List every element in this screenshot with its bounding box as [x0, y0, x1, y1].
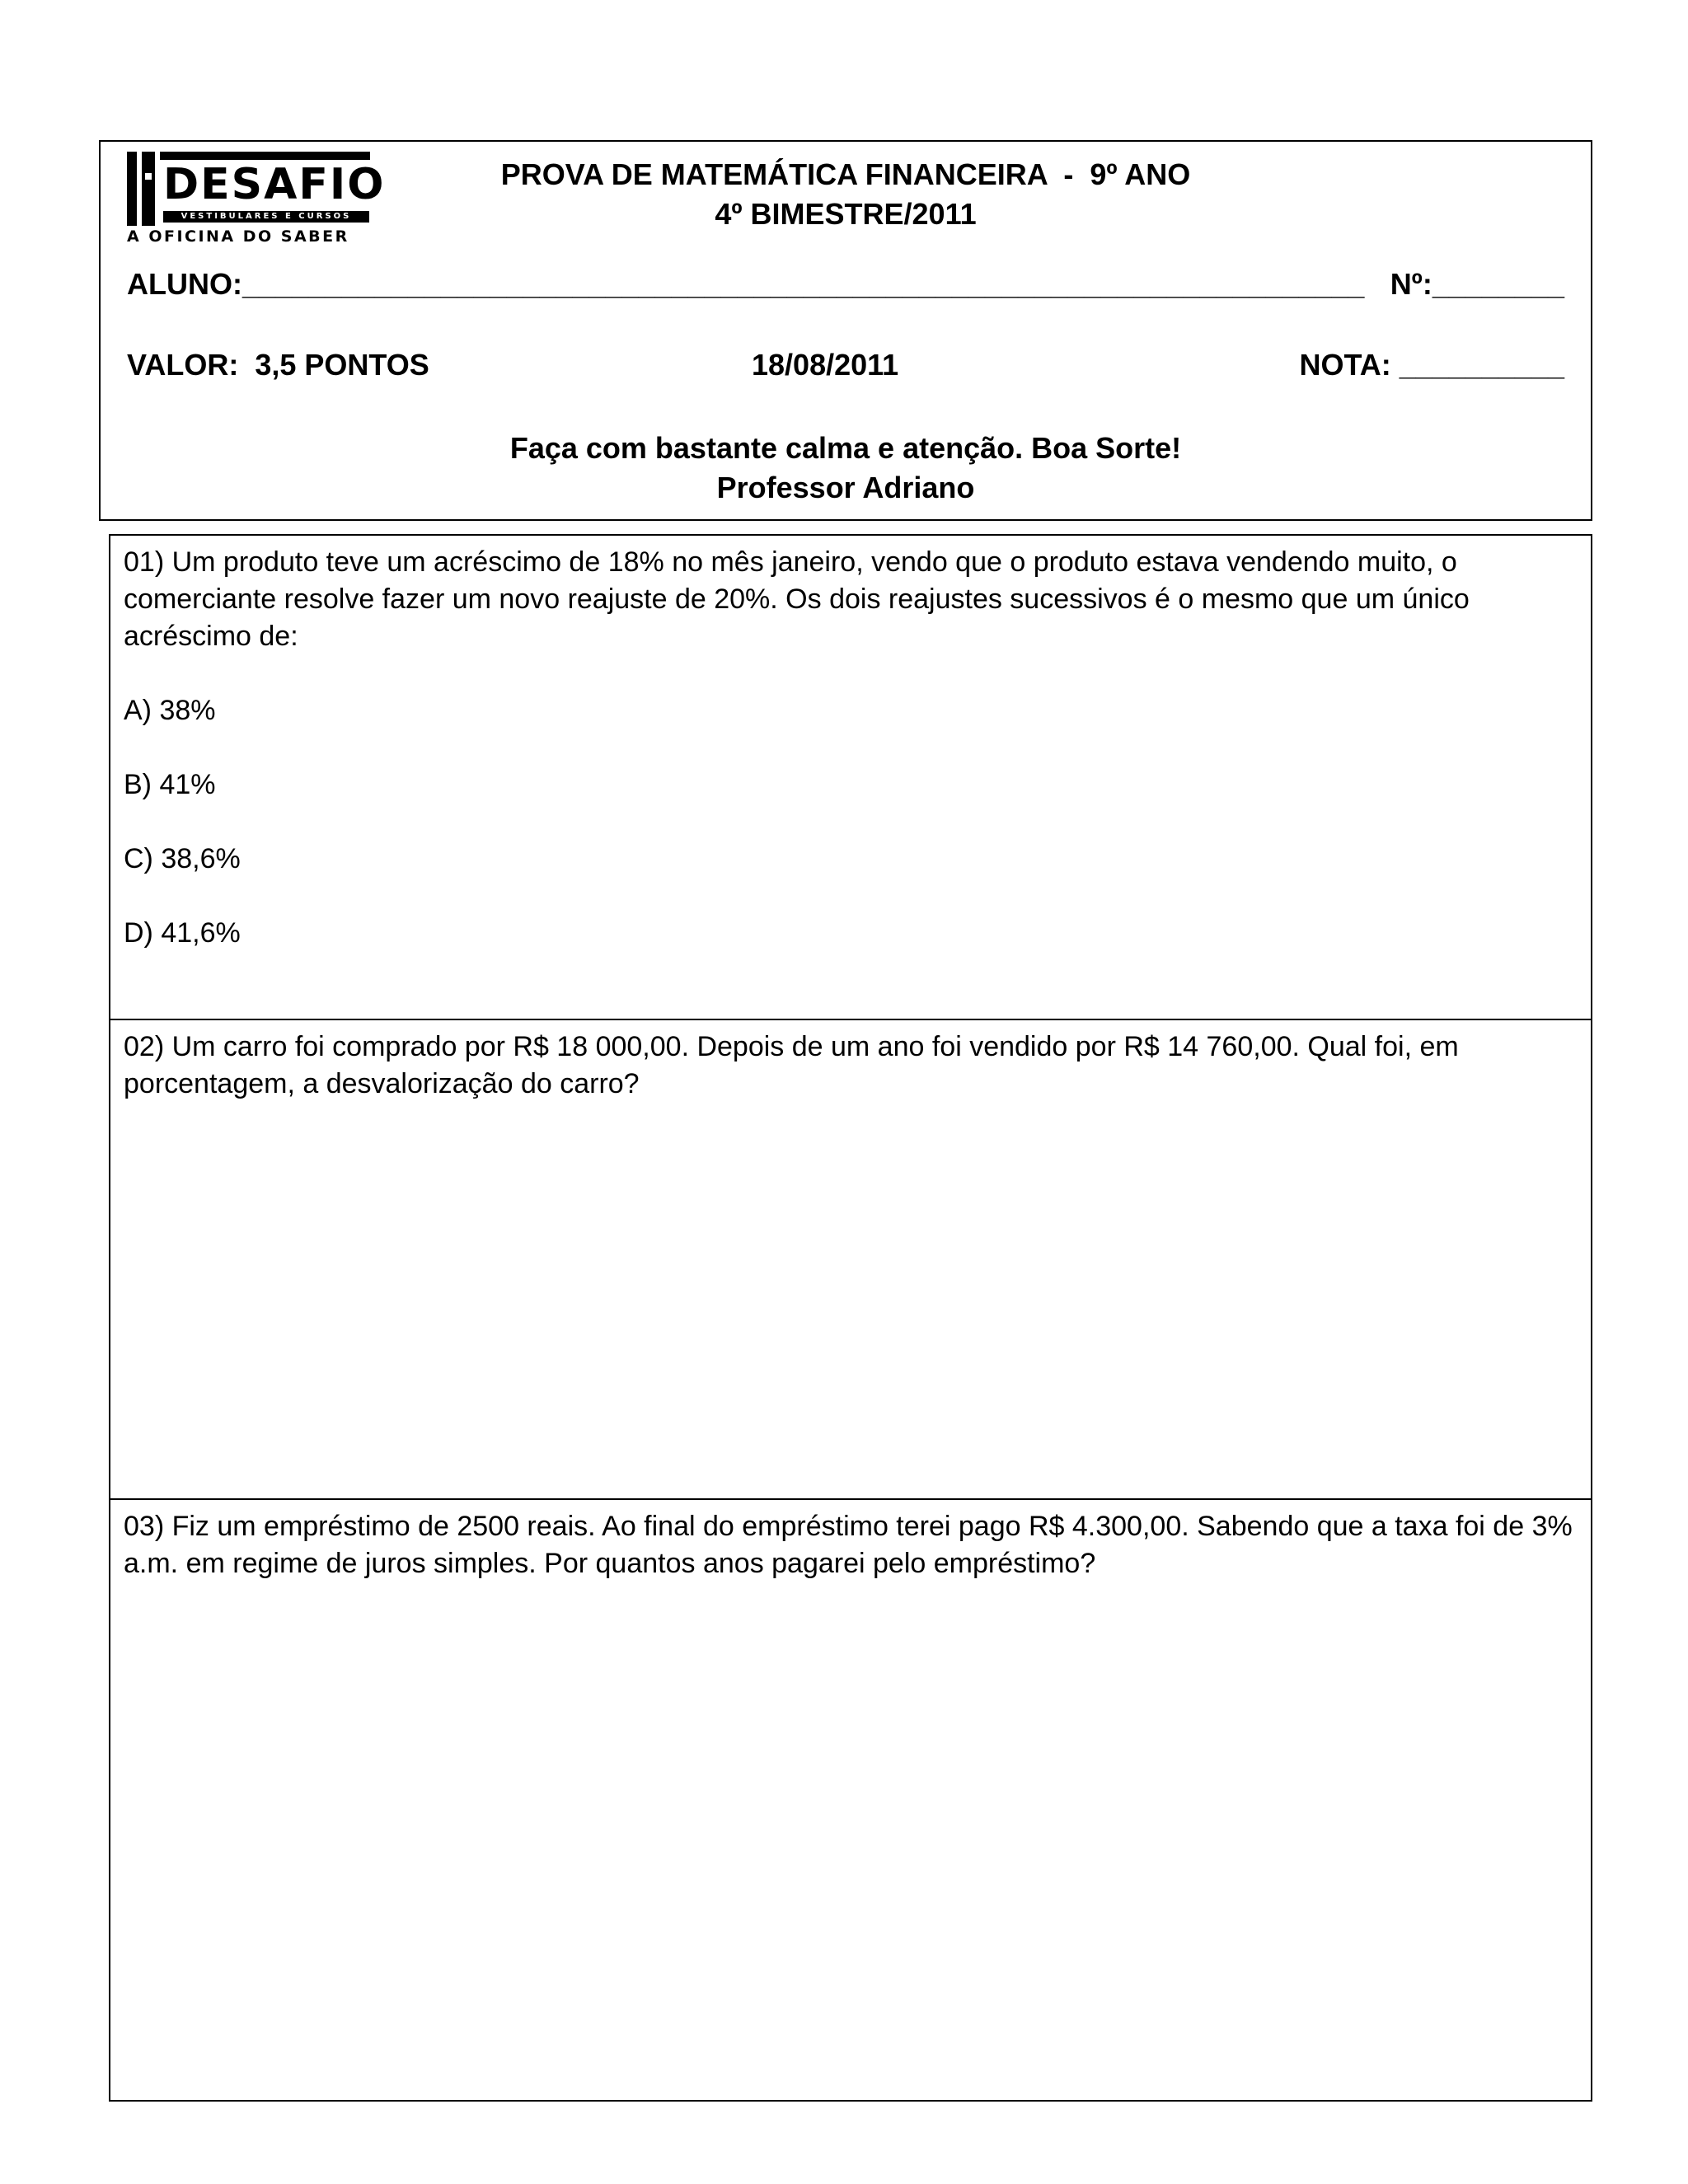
- question-1: [109, 534, 1592, 1020]
- exam-date: 18/08/2011: [752, 348, 899, 382]
- question-1-option-d[interactable]: D) 41,6%: [124, 917, 241, 949]
- exam-title-line-2: 4º BIMESTRE/2011: [715, 197, 977, 231]
- question-3: [109, 1498, 1592, 2102]
- question-1-option-a[interactable]: A) 38%: [124, 695, 216, 726]
- exam-header: [99, 140, 1592, 521]
- logo-subtitle: VESTIBULARES E CURSOS: [163, 211, 369, 223]
- question-2-text: 02) Um carro foi comprado por R$ 18 000,00. Depois de um ano foi vendido por R$ 14 760,00. Qual foi, em porcentagem, a desvalorização do carro?: [124, 1031, 1459, 1099]
- exam-title: [101, 155, 1591, 234]
- instruction-line-1: Faça com bastante calma e atenção. Boa Sorte!: [509, 431, 1182, 465]
- question-1-text: 01) Um produto teve um acréscimo de 18% no mês janeiro, vendo que o produto estava vendendo muito, o comerciante resolve fazer um novo reajuste de 20%. Os dois reajustes sucessivos é o mesmo que um único acréscimo de:: [124, 546, 1470, 652]
- question-1-option-c[interactable]: C) 38,6%: [124, 843, 241, 874]
- student-number-field[interactable]: Nº:________: [1390, 267, 1564, 301]
- student-name-field[interactable]: ALUNO:____________________________________________________________________: [127, 267, 1365, 301]
- question-3-text: 03) Fiz um empréstimo de 2500 reais. Ao final do empréstimo terei pago R$ 4.300,00. Sabendo que a taxa foi de 3% a.m. em regime de juros simples. Por quantos anos pagarei pelo empréstimo?: [124, 1511, 1573, 1579]
- exam-value: VALOR: 3,5 PONTOS: [127, 348, 429, 382]
- teacher-name: Professor Adriano: [716, 471, 975, 504]
- grade-field[interactable]: NOTA: __________: [1299, 348, 1564, 382]
- question-1-option-b[interactable]: B) 41%: [124, 769, 216, 800]
- logo-tagline: A OFICINA DO SABER: [127, 227, 349, 246]
- instructions: [101, 429, 1591, 508]
- question-2: [109, 1019, 1592, 1500]
- logo-brand-text: DESAFIO: [163, 160, 386, 209]
- exam-title-line-1: PROVA DE MATEMÁTICA FINANCEIRA - 9º ANO: [500, 157, 1191, 191]
